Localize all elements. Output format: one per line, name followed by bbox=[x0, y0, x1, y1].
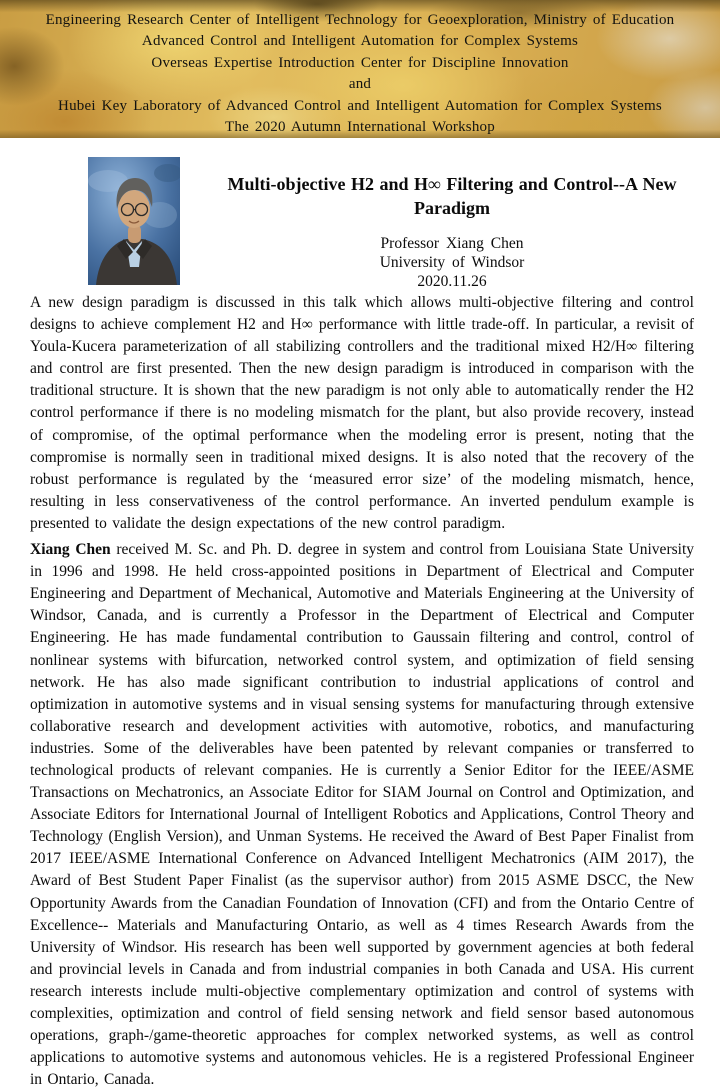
talk-title: Multi-objective H2 and H∞ Filtering and Control--A New Paradigm bbox=[227, 174, 677, 218]
abstract-paragraph: A new design paradigm is discussed in this talk which allows multi-objective filtering and control designs to achieve complement H2 and H∞ performance with little trade-off. In particular, a revisit of Youla-Kucera parameterization of all stabilizing controllers and the traditional mixed H2/H∞ filtering and control are first presented. Then the new design paradigm is introduced in comparison with the traditional structure. It is shown that the new paradigm is not only able to automatically render the H2 control performance if there is no modeling mismatch for the plant, but also provide recovery, instead of compromise, of the optimal performance when the modeling error is present, noting that the compromise is normally seen in traditional mixed designs. It is also noted that the recovery of the robust performance is regulated by the ‘measured error size’ of the modeling mismatch, hence, resulting in less conservativeness of the control performance. An inverted pendulum example is presented to validate the design expectations of the new control paradigm. bbox=[30, 294, 694, 532]
speaker-section bbox=[0, 138, 720, 292]
header-banner bbox=[0, 0, 720, 138]
speaker-info bbox=[198, 234, 706, 291]
body-text bbox=[0, 292, 720, 1091]
bio-speaker-name: Xiang Chen bbox=[30, 541, 111, 559]
banner-line-4: and bbox=[348, 76, 372, 93]
banner-line-6: The 2020 Autumn International Workshop bbox=[225, 119, 495, 136]
speaker-photo bbox=[88, 157, 180, 285]
banner-line-5: Hubei Key Laboratory of Advanced Control and Intelligent Automation for Complex Systems bbox=[58, 97, 662, 114]
bio-body-text: received M. Sc. and Ph. D. degree in system and control from Louisiana State University in 1996 and 1998. He held cross-appointed positions in Department of Electrical and Computer Engineering and Department of Mechanical, Automotive and Materials Engineering at the University of Windsor, Canada, and is currently a Professor in the Department of Electrical and Computer Engineering. He has made fundamental contribution to Gaussain filtering and control, control of nonlinear systems with bifurcation, networked control system, and optimization of field sensing network. He has also made significant contribution to industrial applications of control and optimization in automotive systems and in visual sensing systems for manufacturing through extensive collaborative research and development activities with automotive, robotics, and manufacturing industries. Some of the deliverables have been patented by relevant companies or transferred to technological products of relevant companies. He is currently a Senior Editor for the IEEE/ASME Transactions on Mechatronics, an Associate Editor for SIAM Journal on Control and Optimization, and Associate Editors for International Journal of Intelligent Robotics and Applications, Control Theory and Technology (English Version), and Unman Systems. He received the Award of Best Paper Finalist from 2017 IEEE/ASME International Conference on Advanced Intelligent Mechatronics (AIM 2017), the Award of Best Student Paper Finalist (as the supervisor author) from 2015 ASME DSCC, the New Opportunity Awards from the Canadian Foundation of Innovation (CFI) and from the Ontario Centre of Excellence-- Materials and Manufacturing Ontario, as well as 4 times Research Awards from the University of Windsor. His research has been well supported by government agencies at both federal and provincial levels in Canada and from industrial companies in both Canada and USA. His current research interests include multi-objective complementary optimization and control of systems with complexities, optimization and control of field sensing network and field sensor based autonomous operations, graph-/game-theoretic approaches for complex networked systems, as well as control applications to automotive systems and autonomous vehicles. He is a registered Professional Engineer in Ontario, Canada. bbox=[30, 541, 694, 1089]
speaker-name: Professor Xiang Chen bbox=[380, 235, 524, 252]
title-block bbox=[180, 138, 720, 291]
speaker-portrait-image bbox=[88, 157, 180, 285]
banner-line-1: Engineering Research Center of Intelligent Technology for Geoexploration, Ministry of Education bbox=[45, 12, 675, 28]
bio-paragraph bbox=[30, 539, 694, 1091]
speaker-affiliation: University of Windsor bbox=[379, 254, 525, 271]
banner-line-3: Overseas Expertise Introduction Center for Discipline Innovation bbox=[151, 54, 569, 71]
talk-date: 2020.11.26 bbox=[417, 273, 487, 290]
banner-line-2: Advanced Control and Intelligent Automation for Complex Systems bbox=[141, 33, 579, 50]
